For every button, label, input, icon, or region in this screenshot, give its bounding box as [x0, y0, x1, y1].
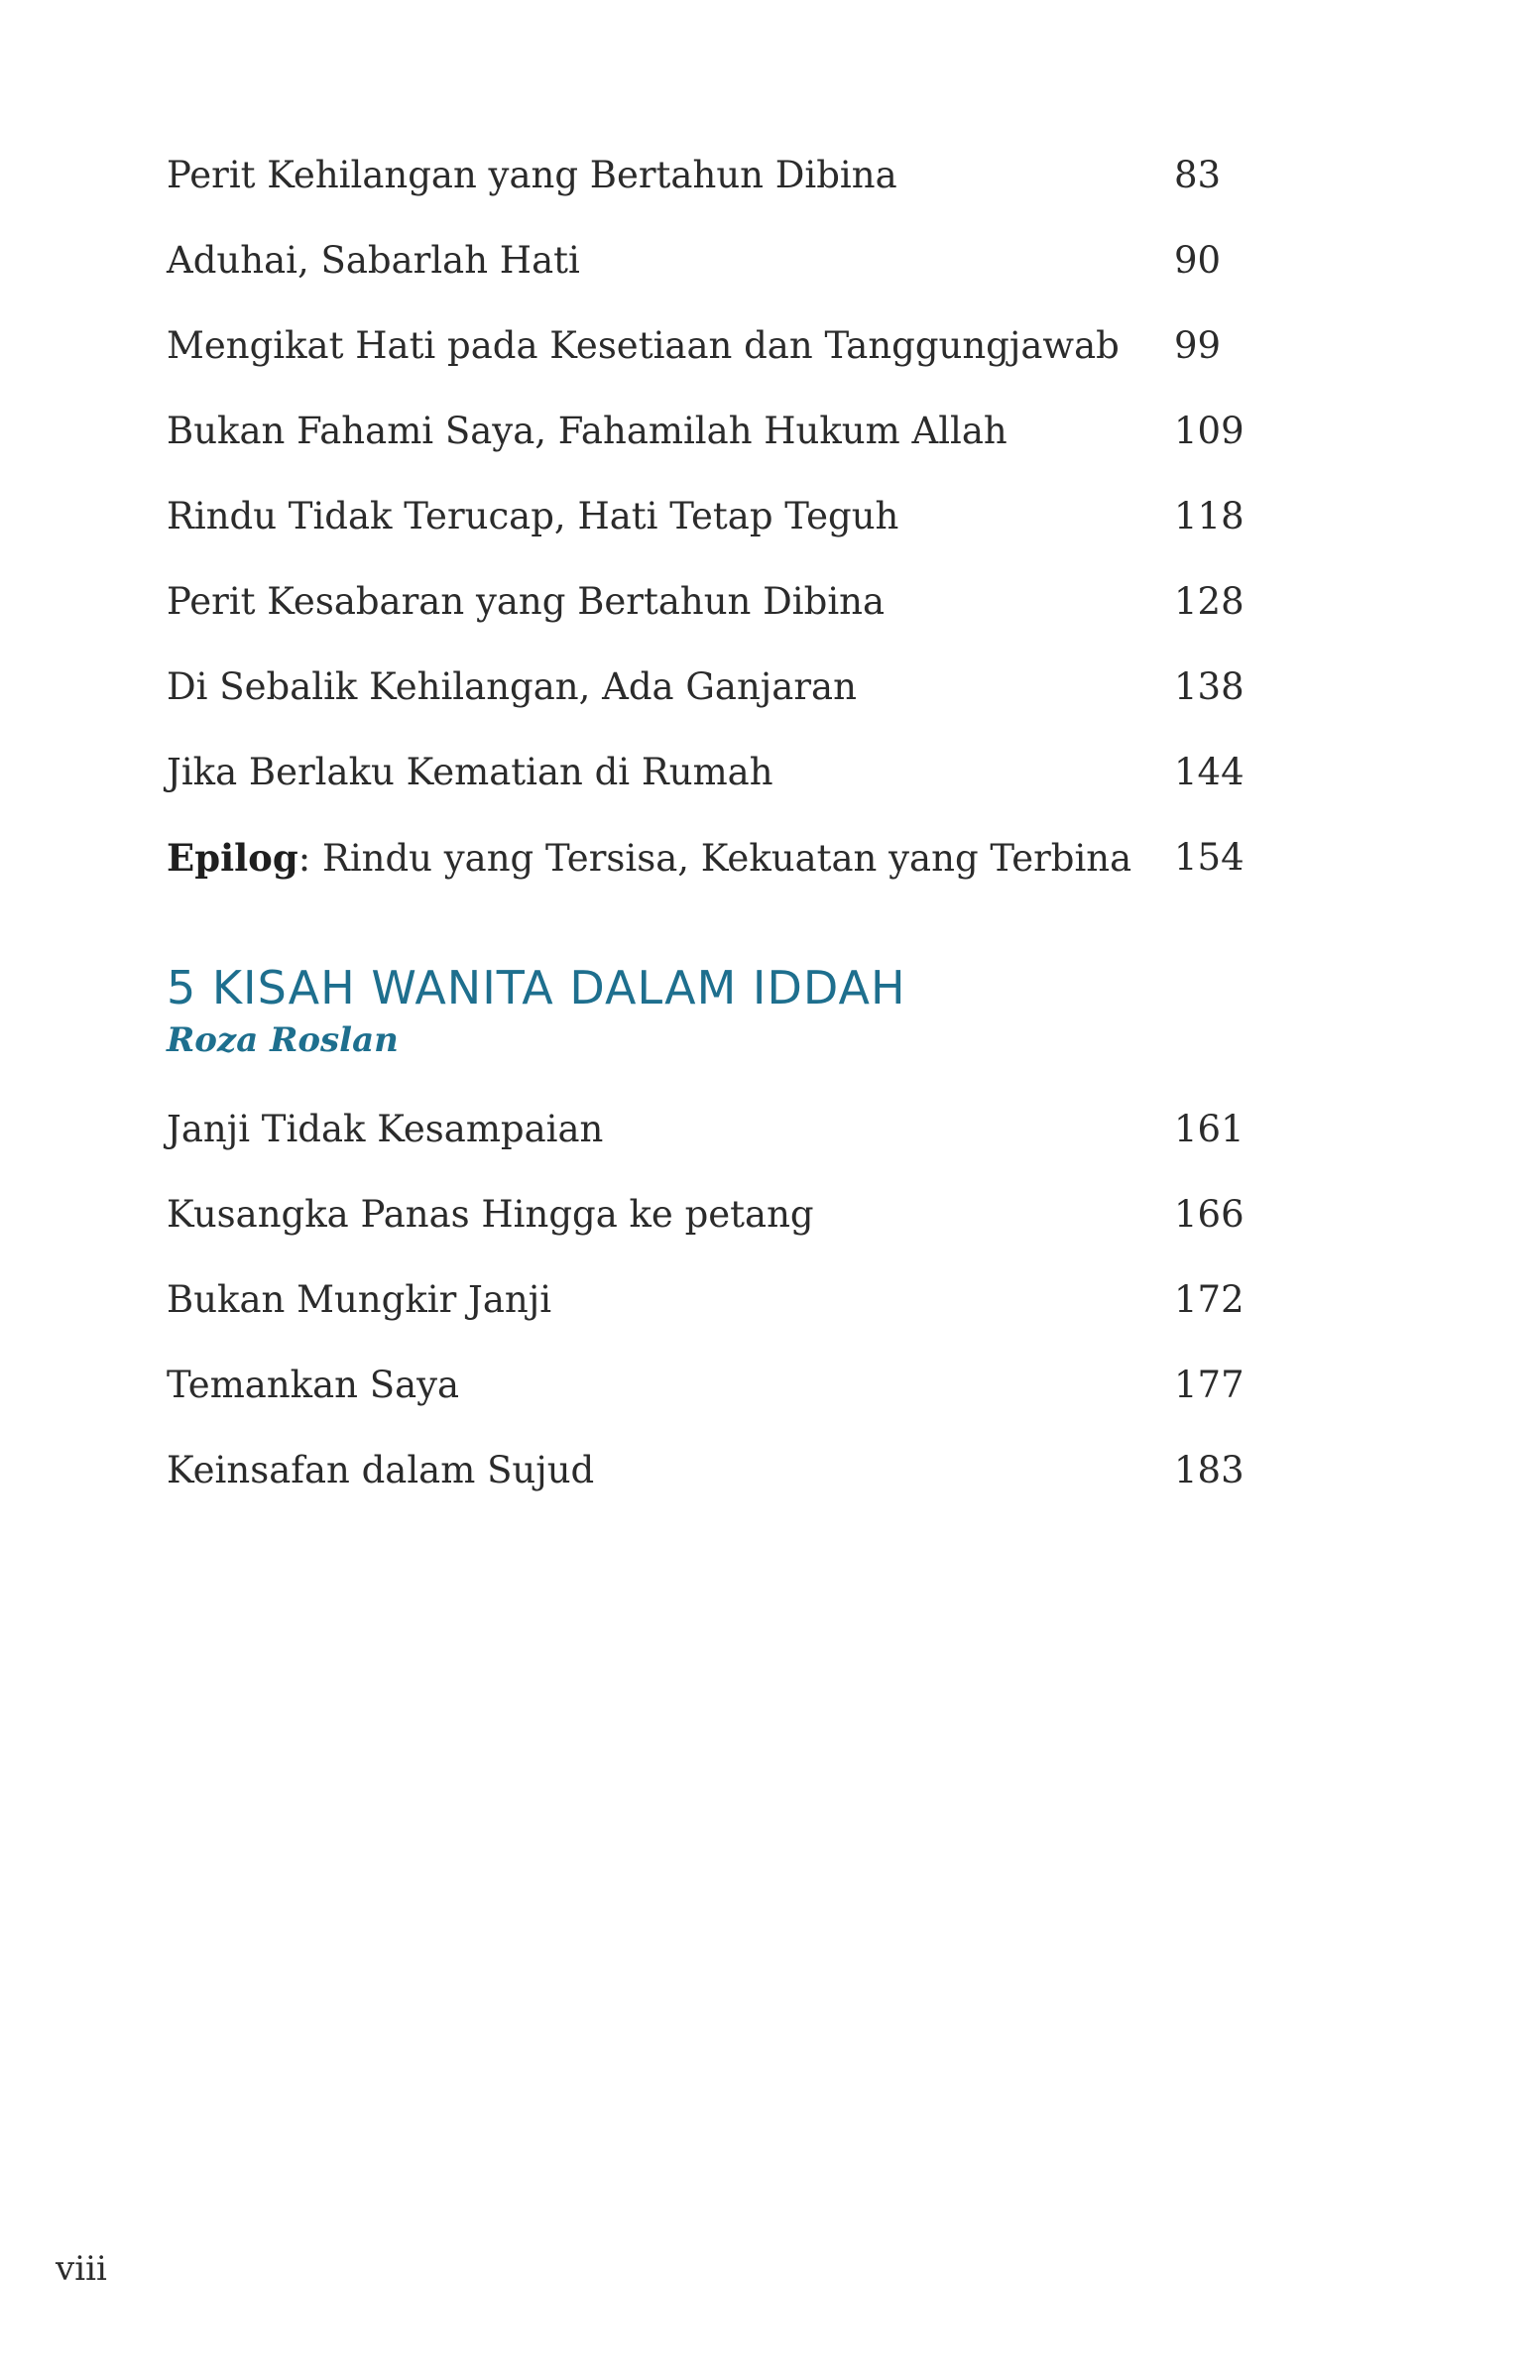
toc-entry-page: 138	[1174, 665, 1244, 708]
toc-entry[interactable]	[167, 1257, 1244, 1343]
toc-entry[interactable]	[167, 1428, 1244, 1513]
toc-entry[interactable]	[167, 133, 1238, 218]
toc-entry-title: Perit Kehilangan yang Bertahun Dibina	[167, 154, 897, 196]
toc-entry-title: Janji Tidak Kesampaian	[167, 1108, 604, 1150]
toc-entry-title: Jika Berlaku Kematian di Rumah	[167, 751, 773, 793]
toc-entry[interactable]	[167, 1172, 1244, 1257]
toc-entry-epilog[interactable]	[167, 815, 1244, 900]
toc-entry-title: Rindu Tidak Terucap, Hati Tetap Teguh	[167, 495, 899, 537]
toc-entry[interactable]	[167, 559, 1244, 645]
epilog-separator: :	[297, 837, 311, 880]
toc-entry-page: 161	[1174, 1108, 1244, 1150]
toc-entry-title: Bukan Mungkir Janji	[167, 1278, 552, 1321]
toc-entry-page: 144	[1174, 751, 1244, 793]
toc-entry[interactable]	[167, 218, 1238, 303]
toc-entry-title: Kusangka Panas Hingga ke petang	[167, 1193, 814, 1236]
epilog-label: Epilog	[167, 836, 298, 880]
section-heading: 5 KISAH WANITA DALAM IDDAH	[167, 961, 906, 1014]
toc-entry-title: Aduhai, Sabarlah Hati	[167, 239, 580, 282]
toc-entry[interactable]	[167, 1343, 1244, 1428]
toc-entry-title: Di Sebalik Kehilangan, Ada Ganjaran	[167, 665, 857, 708]
toc-entry-page: 83	[1174, 154, 1222, 196]
toc-entry-title: Mengikat Hati pada Kesetiaan dan Tanggungjawab	[167, 324, 1120, 367]
toc-entry[interactable]	[167, 389, 1244, 474]
section-author: Roza Roslan	[167, 1020, 399, 1060]
toc-entry[interactable]	[167, 474, 1244, 559]
toc-entry-title: Temankan Saya	[167, 1364, 460, 1406]
toc-entry[interactable]	[167, 645, 1244, 730]
toc-entry-page: 154	[1174, 836, 1244, 879]
toc-entry[interactable]	[167, 1087, 1244, 1172]
toc-list-part-2	[167, 1087, 1244, 1513]
toc-entry-page: 90	[1174, 239, 1222, 282]
toc-entry-page: 99	[1174, 324, 1222, 367]
toc-list-part-1	[167, 133, 1244, 900]
toc-entry-page: 183	[1174, 1449, 1244, 1491]
toc-entry-title: Bukan Fahami Saya, Fahamilah Hukum Allah	[167, 410, 1007, 452]
toc-entry-page: 118	[1174, 495, 1244, 537]
toc-entry-title: Perit Kesabaran yang Bertahun Dibina	[167, 580, 886, 623]
toc-entry-page: 172	[1174, 1278, 1244, 1321]
toc-entry-page: 109	[1174, 410, 1244, 452]
page-number: viii	[56, 2249, 107, 2289]
toc-entry[interactable]	[167, 303, 1238, 389]
toc-entry-title: Keinsafan dalam Sujud	[167, 1449, 595, 1491]
toc-entry[interactable]	[167, 730, 1244, 815]
toc-entry-title	[167, 815, 1131, 901]
toc-entry-page: 128	[1174, 580, 1244, 623]
toc-entry-page: 177	[1174, 1364, 1244, 1406]
toc-entry-page: 166	[1174, 1193, 1244, 1236]
epilog-title: Rindu yang Tersisa, Kekuatan yang Terbina	[310, 837, 1132, 880]
